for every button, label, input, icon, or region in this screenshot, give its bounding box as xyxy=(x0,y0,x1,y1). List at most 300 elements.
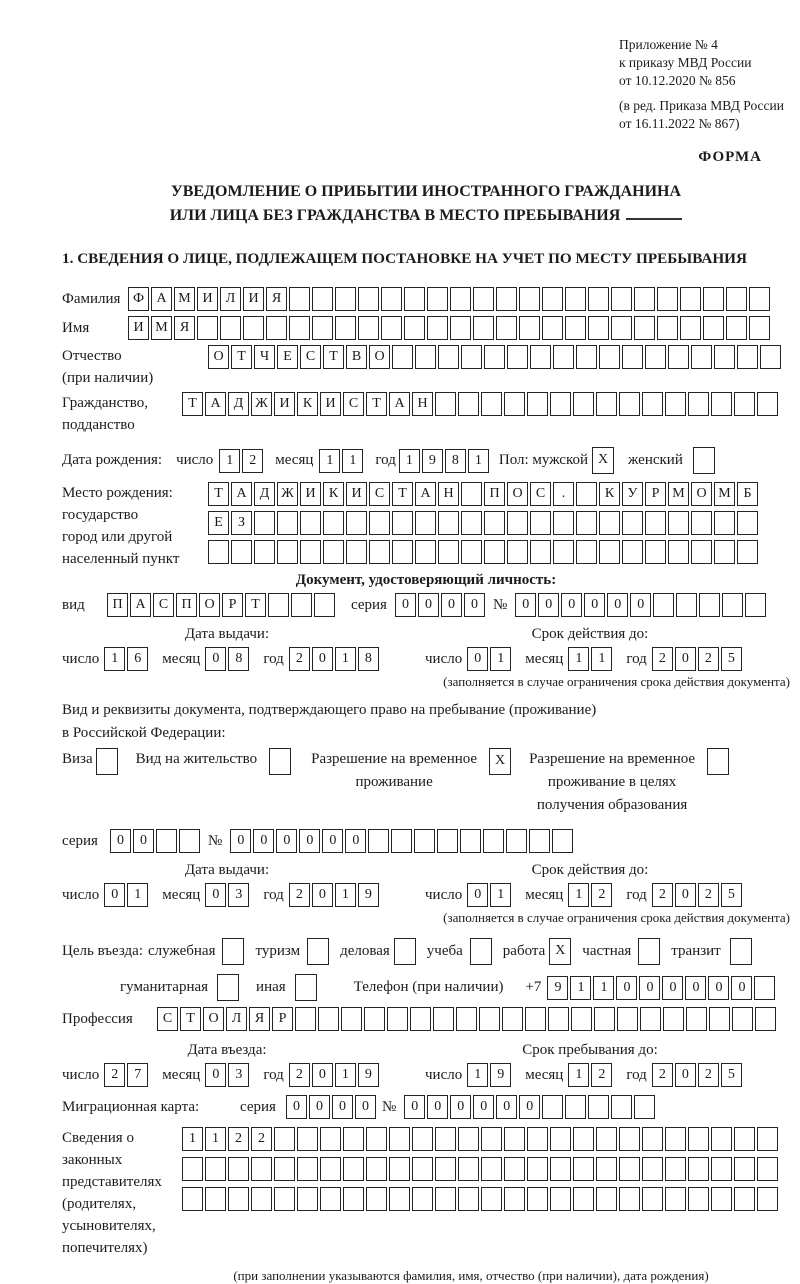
char-box[interactable] xyxy=(530,345,551,369)
char-box[interactable]: 0 xyxy=(312,1063,333,1087)
char-box[interactable] xyxy=(596,1127,617,1151)
char-box[interactable] xyxy=(596,392,617,416)
char-box[interactable]: 0 xyxy=(630,593,651,617)
char-box[interactable] xyxy=(611,1095,632,1119)
char-box[interactable]: 0 xyxy=(607,593,628,617)
char-box[interactable]: 0 xyxy=(685,976,706,1000)
char-box[interactable] xyxy=(757,1127,778,1151)
char-box[interactable]: Н xyxy=(438,482,459,506)
char-box[interactable] xyxy=(502,1007,523,1031)
char-box[interactable] xyxy=(640,1007,661,1031)
char-box[interactable]: О xyxy=(507,482,528,506)
char-box[interactable]: 0 xyxy=(205,647,226,671)
char-box[interactable] xyxy=(550,1187,571,1211)
char-box[interactable] xyxy=(410,1007,431,1031)
char-box[interactable] xyxy=(527,1157,548,1181)
entry-day-input[interactable] xyxy=(104,1063,150,1087)
char-box[interactable]: Е xyxy=(277,345,298,369)
char-box[interactable]: Р xyxy=(222,593,243,617)
char-box[interactable] xyxy=(320,1127,341,1151)
char-box[interactable]: 8 xyxy=(358,647,379,671)
char-box[interactable]: А xyxy=(205,392,226,416)
char-box[interactable]: 0 xyxy=(309,1095,330,1119)
char-box[interactable] xyxy=(680,287,701,311)
char-box[interactable] xyxy=(312,287,333,311)
char-box[interactable] xyxy=(571,1007,592,1031)
char-box[interactable]: 2 xyxy=(251,1127,272,1151)
char-box[interactable]: М xyxy=(151,316,172,340)
residence-expiry-month-input[interactable] xyxy=(568,883,614,907)
char-box[interactable] xyxy=(274,1187,295,1211)
char-box[interactable] xyxy=(415,540,436,564)
char-box[interactable]: 0 xyxy=(104,883,125,907)
char-box[interactable]: 0 xyxy=(473,1095,494,1119)
char-box[interactable] xyxy=(576,482,597,506)
char-box[interactable] xyxy=(412,1127,433,1151)
char-box[interactable]: М xyxy=(714,482,735,506)
char-box[interactable]: 0 xyxy=(450,1095,471,1119)
char-box[interactable] xyxy=(369,540,390,564)
char-box[interactable] xyxy=(473,287,494,311)
char-box[interactable] xyxy=(599,511,620,535)
representatives-line3[interactable] xyxy=(182,1187,780,1211)
char-box[interactable] xyxy=(734,1187,755,1211)
char-box[interactable] xyxy=(550,1157,571,1181)
char-box[interactable] xyxy=(642,1127,663,1151)
char-box[interactable]: С xyxy=(530,482,551,506)
char-box[interactable]: 0 xyxy=(496,1095,517,1119)
char-box[interactable]: С xyxy=(343,392,364,416)
char-box[interactable] xyxy=(707,748,729,775)
char-box[interactable] xyxy=(745,593,766,617)
char-box[interactable] xyxy=(737,345,758,369)
birth-place-line3[interactable] xyxy=(208,540,760,564)
residence-issue-year-input[interactable] xyxy=(289,883,381,907)
char-box[interactable]: 1 xyxy=(568,883,589,907)
char-box[interactable] xyxy=(726,316,747,340)
char-box[interactable] xyxy=(470,938,492,965)
char-box[interactable] xyxy=(665,1187,686,1211)
char-box[interactable]: О xyxy=(203,1007,224,1031)
char-box[interactable] xyxy=(335,287,356,311)
char-box[interactable]: 2 xyxy=(652,647,673,671)
char-box[interactable] xyxy=(530,540,551,564)
char-box[interactable]: Я xyxy=(249,1007,270,1031)
issue-month-input[interactable] xyxy=(205,647,251,671)
char-box[interactable] xyxy=(665,1127,686,1151)
char-box[interactable] xyxy=(289,287,310,311)
char-box[interactable] xyxy=(709,1007,730,1031)
char-box[interactable]: 9 xyxy=(358,1063,379,1087)
char-box[interactable] xyxy=(318,1007,339,1031)
char-box[interactable] xyxy=(668,345,689,369)
char-box[interactable] xyxy=(760,345,781,369)
char-box[interactable] xyxy=(366,1157,387,1181)
char-box[interactable]: Н xyxy=(412,392,433,416)
char-box[interactable]: 2 xyxy=(104,1063,125,1087)
char-box[interactable] xyxy=(251,1157,272,1181)
char-box[interactable] xyxy=(653,593,674,617)
char-box[interactable] xyxy=(461,482,482,506)
char-box[interactable] xyxy=(254,540,275,564)
char-box[interactable]: 2 xyxy=(289,1063,310,1087)
purpose-other-checkbox[interactable] xyxy=(295,974,319,1001)
char-box[interactable] xyxy=(754,976,775,1000)
char-box[interactable] xyxy=(268,593,289,617)
char-box[interactable] xyxy=(645,540,666,564)
char-box[interactable]: Ч xyxy=(254,345,275,369)
char-box[interactable] xyxy=(300,511,321,535)
stay-month-input[interactable] xyxy=(568,1063,614,1087)
char-box[interactable]: 9 xyxy=(547,976,568,1000)
char-box[interactable] xyxy=(300,540,321,564)
char-box[interactable]: Л xyxy=(220,287,241,311)
char-box[interactable] xyxy=(527,1187,548,1211)
char-box[interactable] xyxy=(277,540,298,564)
birth-month-input[interactable] xyxy=(319,449,365,473)
char-box[interactable]: Т xyxy=(182,392,203,416)
char-box[interactable] xyxy=(757,392,778,416)
char-box[interactable] xyxy=(481,1157,502,1181)
char-box[interactable]: 0 xyxy=(332,1095,353,1119)
char-box[interactable]: 1 xyxy=(490,647,511,671)
char-box[interactable] xyxy=(335,316,356,340)
char-box[interactable] xyxy=(525,1007,546,1031)
representatives-line1[interactable] xyxy=(182,1127,780,1151)
char-box[interactable] xyxy=(483,829,504,853)
char-box[interactable] xyxy=(565,316,586,340)
char-box[interactable] xyxy=(389,1127,410,1151)
char-box[interactable]: О xyxy=(369,345,390,369)
char-box[interactable] xyxy=(243,316,264,340)
char-box[interactable]: Д xyxy=(228,392,249,416)
char-box[interactable]: 1 xyxy=(205,1127,226,1151)
char-box[interactable]: 0 xyxy=(355,1095,376,1119)
char-box[interactable]: П xyxy=(176,593,197,617)
char-box[interactable] xyxy=(479,1007,500,1031)
char-box[interactable]: Ж xyxy=(251,392,272,416)
char-box[interactable]: X xyxy=(592,447,614,474)
char-box[interactable] xyxy=(182,1187,203,1211)
char-box[interactable] xyxy=(504,1157,525,1181)
char-box[interactable] xyxy=(295,974,317,1001)
char-box[interactable] xyxy=(358,287,379,311)
char-box[interactable] xyxy=(749,287,770,311)
char-box[interactable] xyxy=(217,974,239,1001)
char-box[interactable]: 3 xyxy=(228,1063,249,1087)
char-box[interactable] xyxy=(634,287,655,311)
purpose-humanitarian-checkbox[interactable] xyxy=(217,974,241,1001)
char-box[interactable] xyxy=(619,1127,640,1151)
char-box[interactable] xyxy=(506,829,527,853)
expiry-day-input[interactable] xyxy=(467,647,513,671)
char-box[interactable]: П xyxy=(484,482,505,506)
char-box[interactable] xyxy=(665,1157,686,1181)
char-box[interactable]: Б xyxy=(737,482,758,506)
char-box[interactable]: Я xyxy=(266,287,287,311)
char-box[interactable]: Е xyxy=(208,511,229,535)
char-box[interactable] xyxy=(437,829,458,853)
char-box[interactable]: 1 xyxy=(467,1063,488,1087)
char-box[interactable] xyxy=(254,511,275,535)
expiry-year-input[interactable] xyxy=(652,647,744,671)
char-box[interactable] xyxy=(473,316,494,340)
char-box[interactable]: У xyxy=(622,482,643,506)
char-box[interactable] xyxy=(507,345,528,369)
char-box[interactable] xyxy=(726,287,747,311)
doc-series-input[interactable] xyxy=(395,593,487,617)
char-box[interactable] xyxy=(734,1127,755,1151)
char-box[interactable] xyxy=(686,1007,707,1031)
char-box[interactable] xyxy=(622,511,643,535)
char-box[interactable]: 0 xyxy=(418,593,439,617)
char-box[interactable] xyxy=(645,345,666,369)
char-box[interactable]: 0 xyxy=(467,883,488,907)
char-box[interactable] xyxy=(722,593,743,617)
char-box[interactable] xyxy=(504,392,525,416)
char-box[interactable] xyxy=(668,540,689,564)
char-box[interactable] xyxy=(734,1157,755,1181)
char-box[interactable]: Т xyxy=(245,593,266,617)
char-box[interactable] xyxy=(366,1127,387,1151)
purpose-transit-checkbox[interactable] xyxy=(730,938,754,965)
char-box[interactable]: X xyxy=(549,938,571,965)
char-box[interactable]: 0 xyxy=(299,829,320,853)
char-box[interactable]: А xyxy=(231,482,252,506)
char-box[interactable]: Р xyxy=(272,1007,293,1031)
char-box[interactable] xyxy=(369,511,390,535)
char-box[interactable] xyxy=(307,938,329,965)
char-box[interactable]: 0 xyxy=(345,829,366,853)
char-box[interactable] xyxy=(222,938,244,965)
char-box[interactable]: 1 xyxy=(399,449,420,473)
char-box[interactable] xyxy=(676,593,697,617)
char-box[interactable] xyxy=(619,1187,640,1211)
purpose-tourism-checkbox[interactable] xyxy=(307,938,331,965)
char-box[interactable] xyxy=(274,1127,295,1151)
char-box[interactable]: А xyxy=(151,287,172,311)
purpose-private-checkbox[interactable] xyxy=(638,938,662,965)
char-box[interactable]: О xyxy=(691,482,712,506)
entry-year-input[interactable] xyxy=(289,1063,381,1087)
char-box[interactable] xyxy=(732,1007,753,1031)
char-box[interactable] xyxy=(484,511,505,535)
char-box[interactable] xyxy=(392,345,413,369)
char-box[interactable] xyxy=(737,540,758,564)
char-box[interactable]: 7 xyxy=(127,1063,148,1087)
char-box[interactable] xyxy=(642,1187,663,1211)
char-box[interactable] xyxy=(481,1187,502,1211)
doc-type-input[interactable] xyxy=(107,593,337,617)
char-box[interactable]: 0 xyxy=(276,829,297,853)
birth-place-line1[interactable] xyxy=(208,482,760,506)
purpose-study-checkbox[interactable] xyxy=(470,938,494,965)
char-box[interactable]: С xyxy=(369,482,390,506)
char-box[interactable] xyxy=(228,1157,249,1181)
char-box[interactable]: О xyxy=(208,345,229,369)
char-box[interactable] xyxy=(711,1157,732,1181)
char-box[interactable]: 0 xyxy=(395,593,416,617)
char-box[interactable] xyxy=(320,1187,341,1211)
char-box[interactable] xyxy=(314,593,335,617)
char-box[interactable] xyxy=(269,748,291,775)
char-box[interactable] xyxy=(711,392,732,416)
char-box[interactable] xyxy=(542,287,563,311)
char-box[interactable]: П xyxy=(107,593,128,617)
char-box[interactable] xyxy=(680,316,701,340)
char-box[interactable] xyxy=(364,1007,385,1031)
char-box[interactable]: И xyxy=(128,316,149,340)
char-box[interactable] xyxy=(415,511,436,535)
citizenship-input[interactable] xyxy=(182,392,780,416)
char-box[interactable]: 2 xyxy=(289,647,310,671)
char-box[interactable] xyxy=(642,1157,663,1181)
char-box[interactable]: 1 xyxy=(335,883,356,907)
char-box[interactable] xyxy=(665,392,686,416)
char-box[interactable]: Т xyxy=(323,345,344,369)
char-box[interactable] xyxy=(297,1127,318,1151)
char-box[interactable]: 2 xyxy=(652,883,673,907)
char-box[interactable] xyxy=(642,392,663,416)
char-box[interactable] xyxy=(688,1157,709,1181)
char-box[interactable]: 0 xyxy=(561,593,582,617)
char-box[interactable] xyxy=(484,540,505,564)
char-box[interactable]: 0 xyxy=(253,829,274,853)
char-box[interactable]: М xyxy=(174,287,195,311)
char-box[interactable] xyxy=(208,540,229,564)
char-box[interactable] xyxy=(404,287,425,311)
char-box[interactable]: З xyxy=(231,511,252,535)
char-box[interactable]: С xyxy=(153,593,174,617)
char-box[interactable]: 0 xyxy=(110,829,131,853)
char-box[interactable]: 0 xyxy=(675,1063,696,1087)
char-box[interactable] xyxy=(205,1187,226,1211)
char-box[interactable] xyxy=(611,287,632,311)
char-box[interactable]: 1 xyxy=(570,976,591,1000)
char-box[interactable] xyxy=(156,829,177,853)
char-box[interactable]: 0 xyxy=(322,829,343,853)
char-box[interactable] xyxy=(507,540,528,564)
char-box[interactable]: 5 xyxy=(721,647,742,671)
char-box[interactable] xyxy=(504,1127,525,1151)
char-box[interactable] xyxy=(599,345,620,369)
char-box[interactable] xyxy=(691,345,712,369)
char-box[interactable]: Д xyxy=(254,482,275,506)
char-box[interactable]: 1 xyxy=(490,883,511,907)
char-box[interactable]: Т xyxy=(208,482,229,506)
char-box[interactable]: И xyxy=(320,392,341,416)
birth-year-input[interactable] xyxy=(399,449,491,473)
char-box[interactable] xyxy=(619,392,640,416)
char-box[interactable] xyxy=(553,345,574,369)
char-box[interactable]: 0 xyxy=(675,647,696,671)
char-box[interactable] xyxy=(737,511,758,535)
char-box[interactable]: Я xyxy=(174,316,195,340)
char-box[interactable] xyxy=(663,1007,684,1031)
char-box[interactable] xyxy=(576,511,597,535)
char-box[interactable] xyxy=(699,593,720,617)
stay-year-input[interactable] xyxy=(652,1063,744,1087)
char-box[interactable] xyxy=(573,392,594,416)
char-box[interactable]: С xyxy=(300,345,321,369)
char-box[interactable]: 8 xyxy=(445,449,466,473)
char-box[interactable]: 0 xyxy=(312,647,333,671)
char-box[interactable] xyxy=(688,1127,709,1151)
expiry-month-input[interactable] xyxy=(568,647,614,671)
char-box[interactable] xyxy=(619,1157,640,1181)
char-box[interactable] xyxy=(266,316,287,340)
char-box[interactable] xyxy=(343,1187,364,1211)
char-box[interactable] xyxy=(576,540,597,564)
char-box[interactable] xyxy=(542,316,563,340)
char-box[interactable]: О xyxy=(199,593,220,617)
char-box[interactable]: 0 xyxy=(286,1095,307,1119)
char-box[interactable] xyxy=(427,316,448,340)
char-box[interactable] xyxy=(530,511,551,535)
option-residence-permit-checkbox[interactable] xyxy=(269,748,293,775)
birth-place-line2[interactable] xyxy=(208,511,760,535)
char-box[interactable] xyxy=(323,511,344,535)
char-box[interactable] xyxy=(297,1187,318,1211)
char-box[interactable] xyxy=(596,1187,617,1211)
name-input[interactable] xyxy=(128,316,772,340)
char-box[interactable] xyxy=(228,1187,249,1211)
char-box[interactable]: А xyxy=(389,392,410,416)
char-box[interactable]: 1 xyxy=(104,647,125,671)
char-box[interactable] xyxy=(749,316,770,340)
char-box[interactable] xyxy=(277,511,298,535)
char-box[interactable] xyxy=(668,511,689,535)
sex-male-checkbox[interactable] xyxy=(592,447,616,474)
char-box[interactable] xyxy=(657,316,678,340)
char-box[interactable]: Ф xyxy=(128,287,149,311)
char-box[interactable]: 1 xyxy=(593,976,614,1000)
char-box[interactable] xyxy=(438,511,459,535)
char-box[interactable] xyxy=(412,1187,433,1211)
char-box[interactable]: 1 xyxy=(335,1063,356,1087)
char-box[interactable] xyxy=(404,316,425,340)
char-box[interactable]: 1 xyxy=(182,1127,203,1151)
char-box[interactable] xyxy=(542,1095,563,1119)
char-box[interactable] xyxy=(594,1007,615,1031)
char-box[interactable]: И xyxy=(346,482,367,506)
char-box[interactable]: 3 xyxy=(228,883,249,907)
char-box[interactable] xyxy=(588,316,609,340)
char-box[interactable] xyxy=(392,540,413,564)
migration-number-input[interactable] xyxy=(404,1095,657,1119)
char-box[interactable] xyxy=(496,287,517,311)
char-box[interactable] xyxy=(343,1127,364,1151)
char-box[interactable]: И xyxy=(197,287,218,311)
char-box[interactable] xyxy=(394,938,416,965)
char-box[interactable] xyxy=(481,1127,502,1151)
option-visa-checkbox[interactable] xyxy=(96,748,120,775)
residence-issue-day-input[interactable] xyxy=(104,883,150,907)
char-box[interactable] xyxy=(527,1127,548,1151)
residence-expiry-day-input[interactable] xyxy=(467,883,513,907)
char-box[interactable]: 0 xyxy=(731,976,752,1000)
char-box[interactable]: 2 xyxy=(698,647,719,671)
char-box[interactable]: 0 xyxy=(312,883,333,907)
char-box[interactable]: 0 xyxy=(467,647,488,671)
char-box[interactable] xyxy=(645,511,666,535)
char-box[interactable] xyxy=(205,1157,226,1181)
char-box[interactable] xyxy=(703,316,724,340)
char-box[interactable] xyxy=(657,287,678,311)
char-box[interactable] xyxy=(346,540,367,564)
char-box[interactable] xyxy=(435,1187,456,1211)
char-box[interactable] xyxy=(295,1007,316,1031)
